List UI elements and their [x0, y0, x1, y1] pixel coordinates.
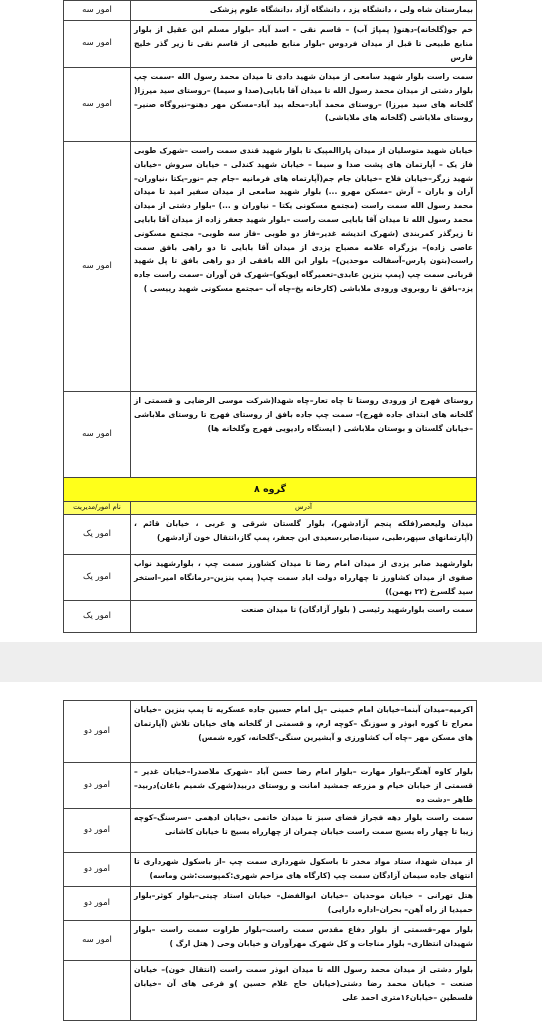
header-address: آدرس [131, 502, 477, 515]
table-row [64, 601, 477, 633]
department-cell [64, 961, 131, 1021]
document-page-2 [0, 682, 542, 1024]
table-row [64, 554, 477, 600]
department-cell: امور سه [64, 921, 131, 961]
group-title: گروه ۸ [64, 477, 477, 501]
address-table-1 [63, 0, 477, 633]
group-title-row [64, 477, 477, 501]
address-table-2 [63, 700, 477, 1021]
table-row [64, 961, 477, 1021]
department-cell: امور دو [64, 701, 131, 763]
table-row [64, 809, 477, 853]
address-cell: بلوارشهید صابر یزدی از میدان امام رضا تا میدان کشاورز سمت چپ ، بلوارشهید نواب صفوی از میدان کشاورز تا چهارراه دولت اباد سمت چپ( پمپ بنزین–درمانگاه امیر–استخر سید گلسرخ (۲۲ بهمن)) [131, 554, 477, 600]
address-cell: روستای فهرج از ورودی روستا تا چاه تعار–چاه شهدا(شرکت موسی الرضایی و قسمتی از گلخانه های ابتدای جاده فهرج)– سمت چپ جاده بافق از روستای فهرج تا روستای ملاباشی –خیابان گلستان و بوستان ملاباشی ( ایستگاه رادیویی فهرج وگلخانه ها) [131, 391, 477, 477]
table-row [64, 921, 477, 961]
table-row [64, 67, 477, 141]
address-cell: بلوار کاوه آهنگر–بلوار مهارت –بلوار امام رضا حسن آباد –شهرک ملاصدرا–خیابان غدیر – قسمتی از خیابان خیام و مزرعه جمشید امانت و روستای دربید(شهرک شمیم باغان)دربید–طاهر –دشت ده [131, 763, 477, 809]
address-cell: بیمارستان شاه ولی ، دانشگاه یزد ، دانشگاه آزاد ،دانشگاه علوم پزشکی [131, 1, 477, 21]
department-cell: امور دو [64, 809, 131, 853]
department-cell: امور سه [64, 141, 131, 391]
department-cell: امور سه [64, 67, 131, 141]
table-row [64, 514, 477, 554]
department-cell: امور یک [64, 514, 131, 554]
department-cell: امور دو [64, 887, 131, 921]
table-row [64, 1, 477, 21]
table-row [64, 701, 477, 763]
address-cell: سمت راست بلوارشهید رئیسی ( بلوار آزادگان) تا میدان صنعت [131, 601, 477, 633]
address-cell: سمت راست بلوار دهه فجراز فضای سبز تا میدان خاتمی ،خیابان ادهمی –سرسنگ–کوچه زیبا تا چهار راه بسیج سمت راست خیابان چمران از چهارراه بسیج تا خیابان کاشانی [131, 809, 477, 853]
table-header-row [64, 502, 477, 515]
department-cell: امور سه [64, 391, 131, 477]
table-row [64, 391, 477, 477]
department-cell: امور سه [64, 1, 131, 21]
address-cell: اکرمیه–میدان آبنما–خیابان امام خمینی –پل امام حسین جاده عسکریه تا پمپ بنزین –خیابان معراج تا کوره ابوذر و سوزنگ –کوچه ارم، و قسمتی از گلخانه های خیابان تلاش (آپارتمان های مسکن مهر –چاه آب کشاورزی و آبشیرین سنگی–گلخانه، کوره شمس) [131, 701, 477, 763]
page-separator [0, 642, 542, 682]
address-cell: از میدان شهدا، ستاد مواد مخدر تا باسکول شهرداری سمت چپ –از باسکول شهرداری تا انتهای جاده سیمان آزادگان سمت چپ (کارگاه های مزاحم شهری:کمپوست:شن وماسه) [131, 853, 477, 887]
department-cell: امور دو [64, 853, 131, 887]
address-cell: بلوار دشتی از میدان محمد رسول الله تا میدان ابوذر سمت راست (انتقال خون)– خیابان صنعت – خیابان محمد رضا دشتی(خیابان حاج غلام حسین )و فرعی های آن –خیابان فلسطین –خیابان۱۶متری احمد علی [131, 961, 477, 1021]
address-cell: هتل تهرانی – خیابان موحدیان –خیابان ابوالفضل– خیابان استاد چیتی–بلوار کوثر–بلوار حمیدیا از راه آهن– بحران–اداره دارایی) [131, 887, 477, 921]
table-row [64, 21, 477, 67]
department-cell: امور یک [64, 601, 131, 633]
address-cell: خم جو(گلخانه)-دهنو( پمپاژ آب) – قاسم نقی - اسد آباد -بلوار مسلم ابن عقیل از بلوار منابع طبیعی تا قبل از میدان فردوس -بلوار منابع طبیعی از قاسم نقی تا زیر گذر خلیج فارس [131, 21, 477, 67]
table-row [64, 763, 477, 809]
table-row [64, 887, 477, 921]
department-cell: امور سه [64, 21, 131, 67]
address-cell: خیابان شهید متوسلیان از میدان پاراالمپیک تا بلوار شهید قندی سمت راست –شهرک طوبی فاز یک – آپارتمان های پشت صدا و سیما – خیابان شهید کندلی – خیابان سروش –خیابان شهید زرگر–خیابان فلاح –خیابان جام جم(آپارتماه های فرمانیه –جام جم –نور–یکتا ،نیاوران–آران و باران – آرش –مسکن مهرو ...) بلوار شهید سامعی از میدان سفیر امید تا میدان محمد رسول الله سمت راست (مجتمع مسکونی یکتا – نیاوران و ...) –بلوار دشتی از میدان محمد رسول الله تا میدان آقا بابایی سمت راست –بلوار شهید جعفر زاده از میدان آقا بابایی تا زیرگذر کمربندی (شهرک اندیشه غدیر–فاز دو طوبی –فاز سه طوبی– مجتمع مسکونی عاصی زاده)– بزرگراه علامه مصباح یزدی از میدان آقا بابایی تا دو راهی بافق سمت راست(بتون پارس–آسفالت موحدین)– بلوار ابن الله بافقی از دو راهی بافق تا پل شهید قربانی سمت چپ (پمپ بنزین عابدی–تعمیرگاه ایویکو)–شهرک فن آوران –سمت راست جاده یزد–بافق تا روبروی ورودی ملاباشی (کارخانه یخ–چاه آب –مجتمع مسکونی شهید رییسی ) [131, 141, 477, 391]
address-cell: میدان ولیعصر(فلکه پنجم آزادشهر)، بلوار گلستان شرقی و غربی ، خیابان قائم ،(آپارتمانهای سپهر،طبی، سینا،صابر،سعیدی ابن جعفر، پمپ گاز،انتقال خون آزادشهر) [131, 514, 477, 554]
header-department: نام امور/مدیریت [64, 502, 131, 515]
table-row [64, 853, 477, 887]
table-row [64, 141, 477, 391]
department-cell: امور دو [64, 763, 131, 809]
address-cell: بلوار مهر–قسمتی از بلوار دفاع مقدس سمت راست–بلوار طراوت سمت راست –بلوار شهیدان انتظاری– بلوار مناجات و کل شهرک مهرآوران و خیابان وحی ( هتل ارگ ) [131, 921, 477, 961]
address-cell: سمت راست بلوار شهید سامعی از میدان شهید دادی تا میدان محمد رسول الله -سمت چپ بلوار دشتی از میدان محمد رسول الله تا میدان آقا بابایی(صدا و سیما) –روستای سید میرزا( گلخانه های سید میرزا) –روستای محمد آباد–محله بید آباد–مسکن مهر دهنو–نیروگاه صنیر–روستای ملاباشی (گلخانه های ملاباشی) [131, 67, 477, 141]
department-cell: امور یک [64, 554, 131, 600]
